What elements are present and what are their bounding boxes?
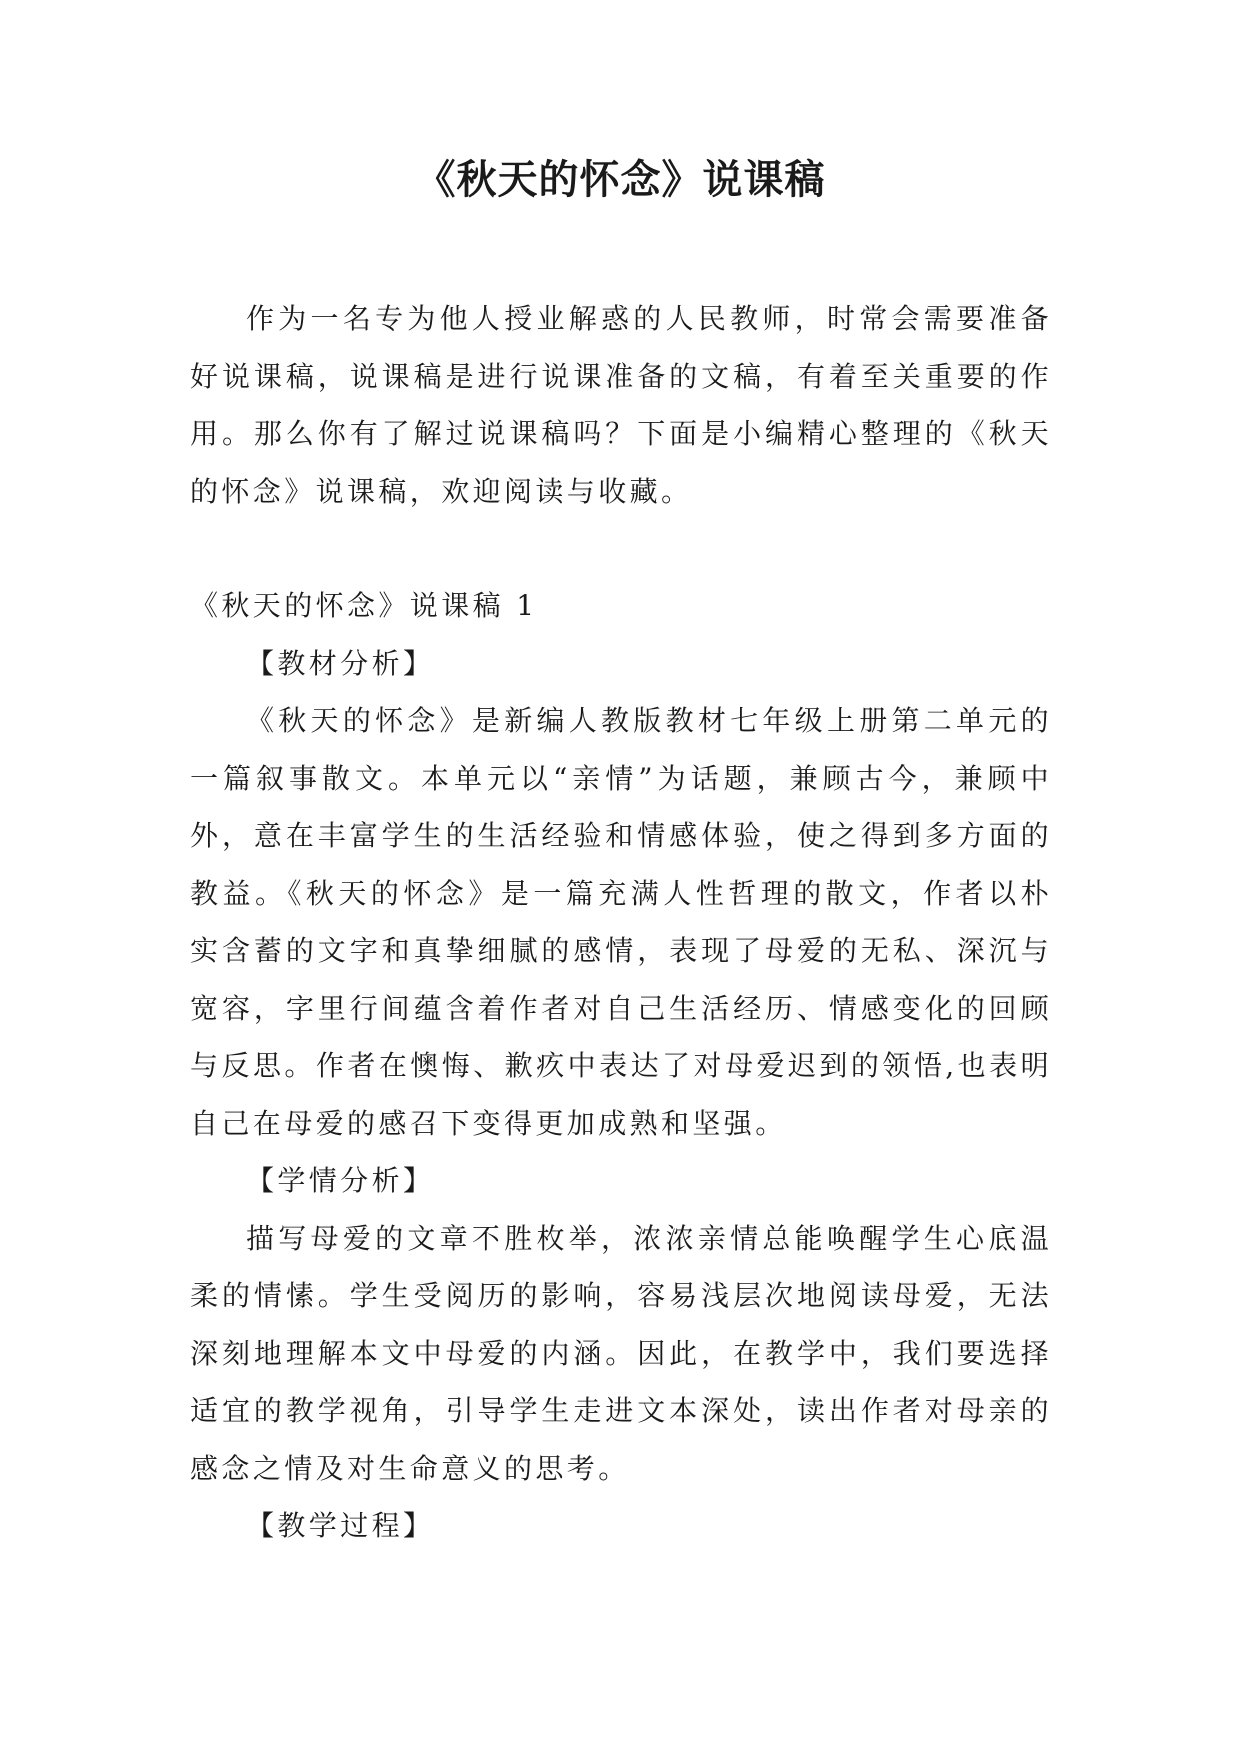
heading-student-analysis: 【学情分析】 xyxy=(246,1164,435,1197)
heading-teaching-process: 【教学过程】 xyxy=(246,1509,435,1542)
document-title: 《秋天的怀念》说课稿 xyxy=(415,157,826,203)
heading-material-analysis: 【教材分析】 xyxy=(246,646,435,680)
document-body xyxy=(190,290,1052,1555)
intro-paragraph: 作为一名专为他人授业解惑的人民教师，时常会需要准备好说课稿，说课稿是进行说课准备的文稿，有着至关重要的作用。那么你有了解过说课稿吗？下面是小编精心整理的《秋天的怀念》说课稿，欢迎阅读与收藏。 xyxy=(190,302,1052,508)
material-analysis-paragraph: 《秋天的怀念》是新编人教版教材七年级上册第二单元的一篇叙事散文。本单元以“亲情”为话题，兼顾古今，兼顾中外，意在丰富学生的生活经验和情感体验，使之得到多方面的教益。《秋天的怀念》是一篇充满人性哲理的散文，作者以朴实含蓄的文字和真挚细腻的感情，表现了母爱的无私、深沉与宽容，字里行间蕴含着作者对自己生活经历、情感变化的回顾与反思。作者在懊悔、歉疚中表达了对母爱迟到的领悟,也表明自己在母爱的感召下变得更加成熟和坚强。 xyxy=(190,704,1052,1140)
student-analysis-paragraph: 描写母爱的文章不胜枚举，浓浓亲情总能唤醒学生心底温柔的情愫。学生受阅历的影响，容易浅层次地阅读母爱，无法深刻地理解本文中母爱的内涵。因此，在教学中，我们要选择适宜的教学视角，引导学生走进文本深处，读出作者对母亲的感念之情及对生命意义的思考。 xyxy=(190,1221,1052,1485)
section-title: 《秋天的怀念》说课稿 1 xyxy=(190,589,538,622)
